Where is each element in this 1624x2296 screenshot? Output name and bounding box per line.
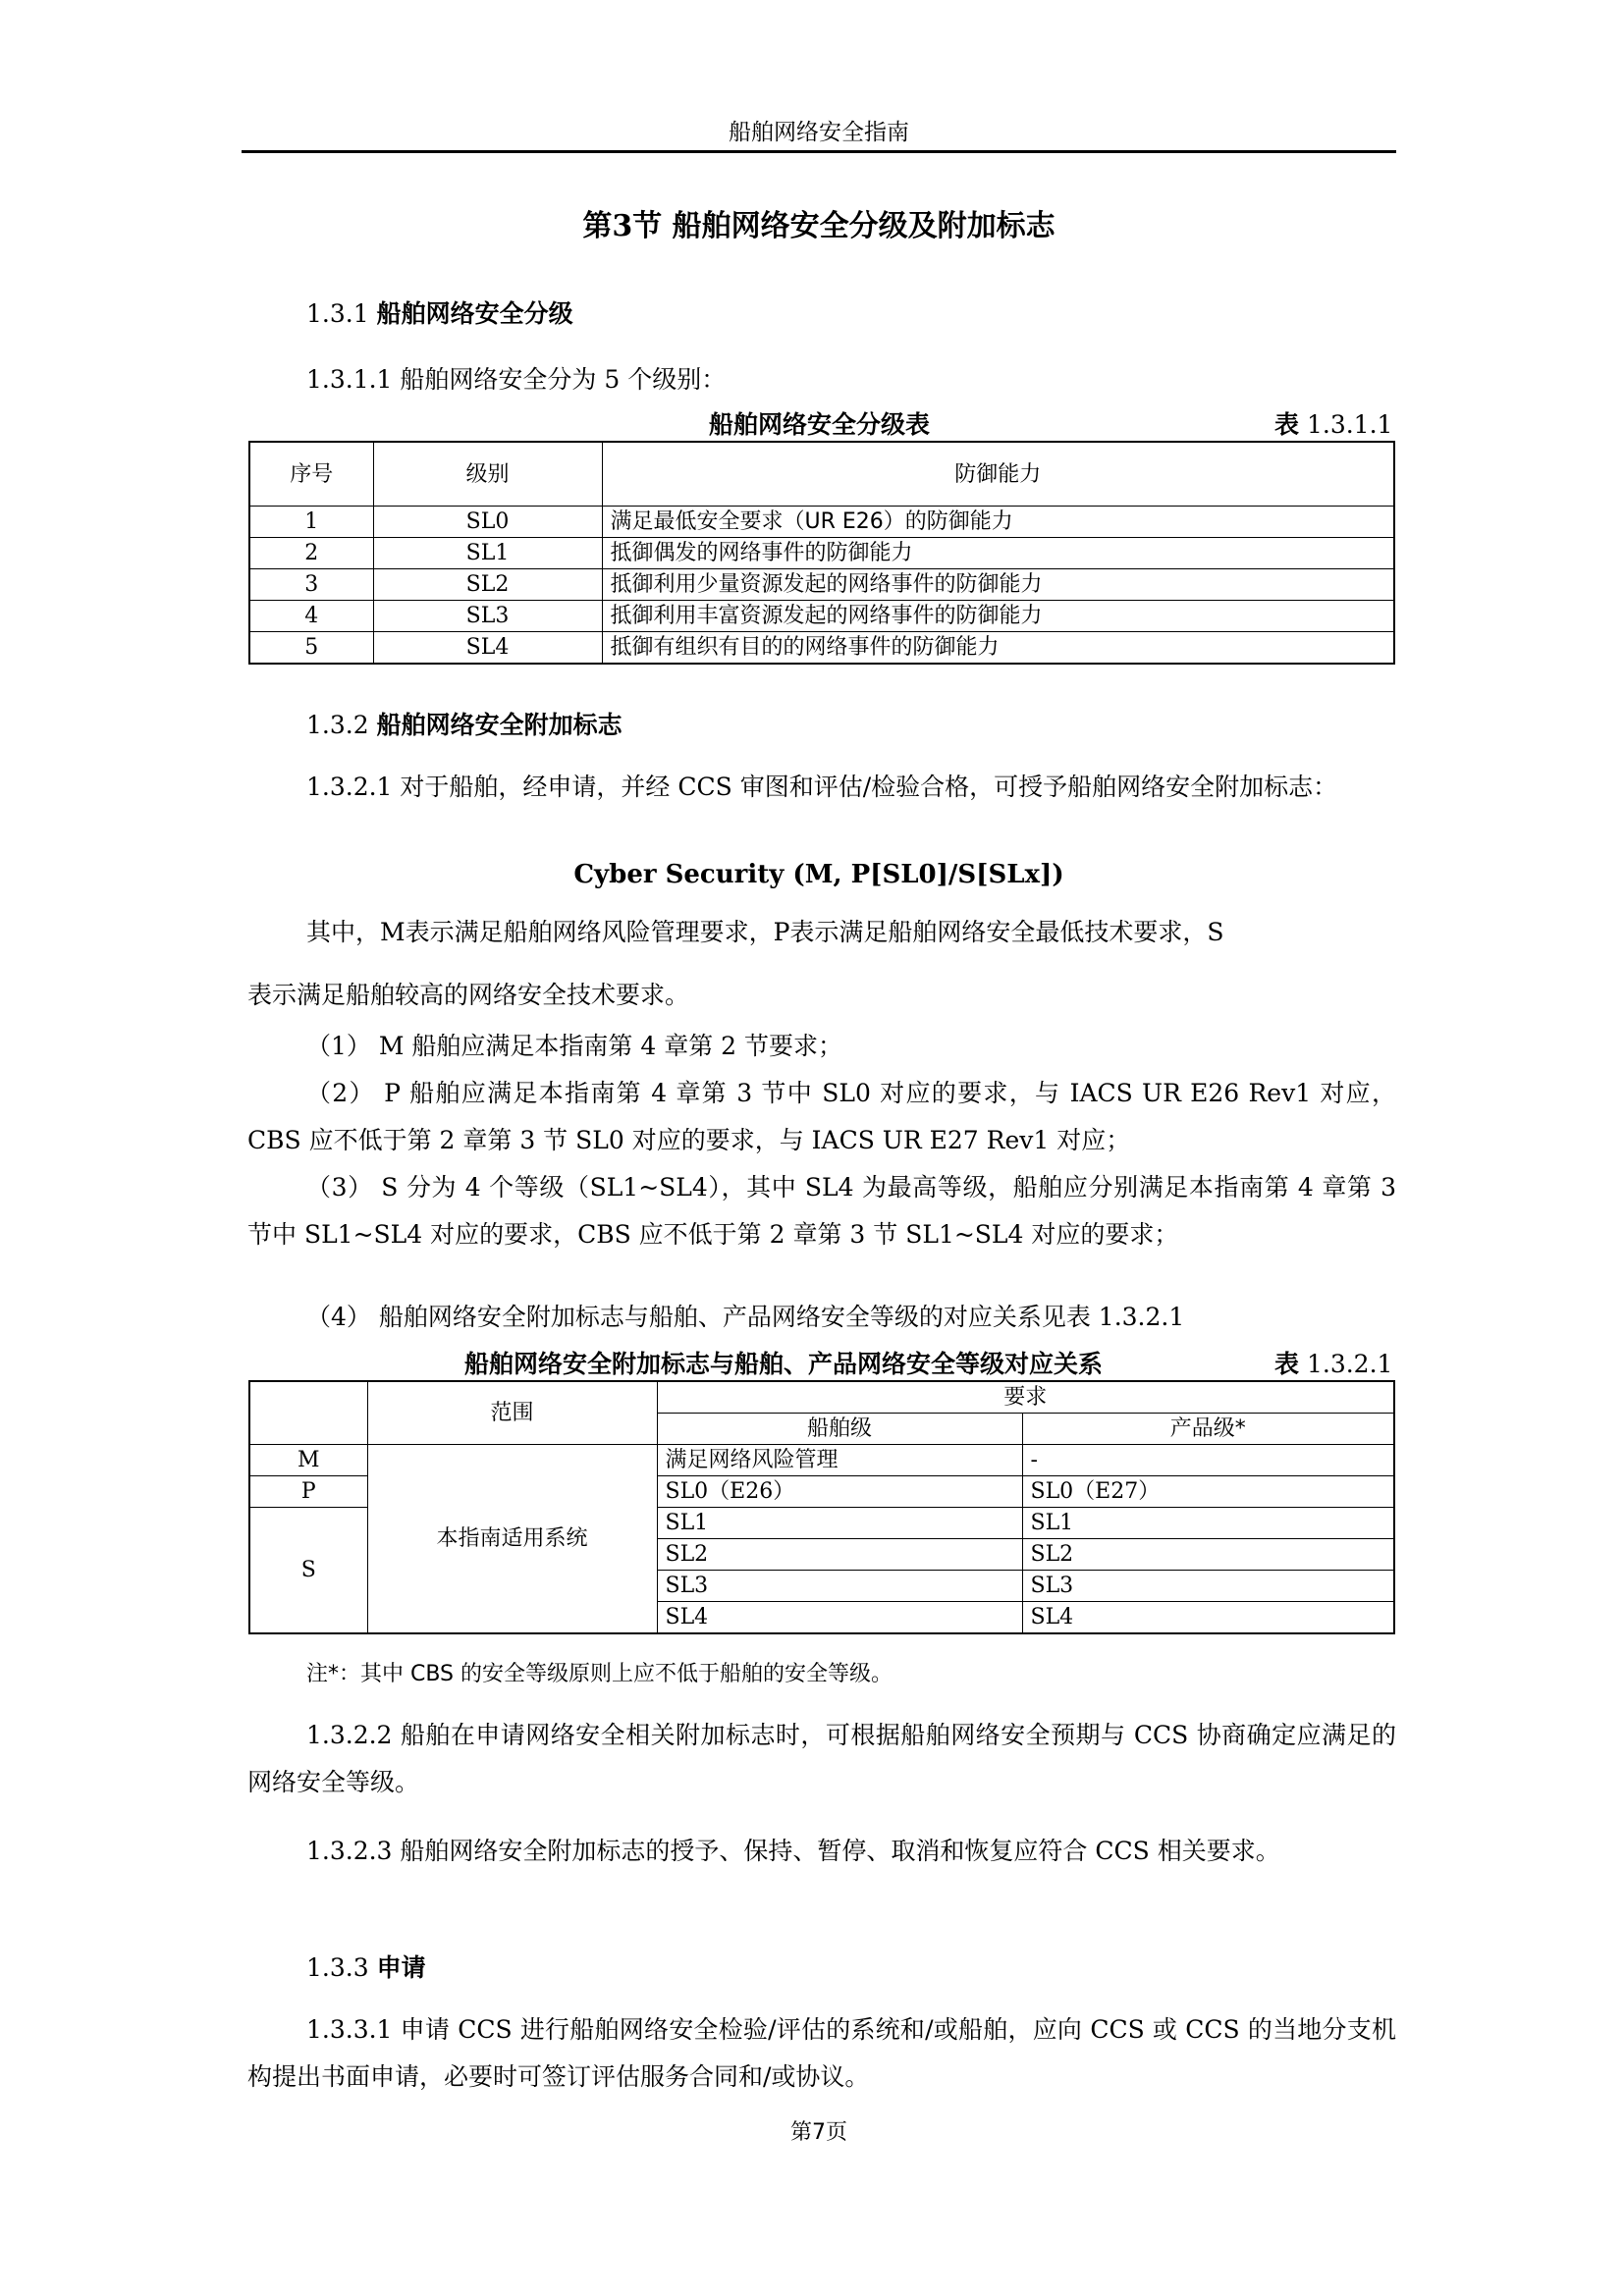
paragraph-1-3-3-1: 1.3.3.1 申请 CCS 进行船舶网络安全检验/评估的系统和/或船舶，应向 CCS 或 CCS 的当地分支机构提出书面申请，必要时可签订评估服务合同和/或协议。 (247, 2015, 1396, 2091)
table-row (249, 507, 1394, 538)
cell-ship: 满足网络风险管理 (657, 1445, 1022, 1476)
heading-1-3-3 (306, 1949, 426, 1984)
cell-seq: 3 (249, 569, 373, 601)
table2-number (1274, 1345, 1392, 1380)
paragraph-meaning-cont: 表示满足船舶较高的网络安全技术要求。 (247, 981, 690, 1009)
header-product-level: 产品级* (1022, 1414, 1394, 1445)
cell-ship: SL2 (657, 1539, 1022, 1571)
cell-ship: SL1 (657, 1508, 1022, 1539)
paragraph-meaning: 其中，M表示满足船舶网络风险管理要求，P表示满足船舶网络安全最低技术要求，S (306, 918, 1224, 946)
table2-number-value: 1.3.2.1 (1306, 1350, 1393, 1378)
header-cell: 序号 (249, 442, 373, 507)
header-rule (242, 150, 1396, 153)
cell-capability: 抵御有组织有目的的网络事件的防御能力 (602, 632, 1394, 665)
heading-text: 船舶网络安全分级 (376, 299, 573, 328)
header-cell: 防御能力 (602, 442, 1394, 507)
cell-mark: P (249, 1476, 367, 1508)
paragraph-1-3-2-2: 1.3.2.2 船舶在申请网络安全相关附加标志时，可根据船舶网络安全预期与 CCS 协商确定应满足的网络安全等级。 (247, 1721, 1396, 1796)
cell-product: - (1022, 1445, 1394, 1476)
table-row (249, 632, 1394, 665)
cell-mark: M (249, 1445, 367, 1476)
cell-ship: SL0（E26） (657, 1476, 1022, 1508)
table2-caption: 船舶网络安全附加标志与船舶、产品网络安全等级对应关系 (464, 1350, 1104, 1378)
heading-1-3-2 (306, 706, 623, 741)
list-item-4: （4） 船舶网络安全附加标志与船舶、产品网络安全等级的对应关系见表 1.3.2.1 (306, 1303, 1185, 1331)
heading-number: 1.3.3 (306, 1953, 369, 1982)
notation-mapping-table (248, 1380, 1395, 1634)
table-header-row (249, 442, 1394, 507)
heading-number: 1.3.2 (306, 711, 369, 739)
table1-caption: 船舶网络安全分级表 (709, 410, 931, 439)
table-row (249, 601, 1394, 632)
list-item-3: （3） S 分为 4 个等级（SL1~SL4），其中 SL4 为最高等级，船舶应分别满足本指南第 4 章第 3 节中 SL1~SL4 对应的要求，CBS 应不低于第 2 章第 3 节 SL1~SL4 对应的要求； (247, 1173, 1396, 1249)
cell-product: SL2 (1022, 1539, 1394, 1571)
cell-level: SL4 (373, 632, 602, 665)
list-item-2: （2） P 船舶应满足本指南第 4 章第 3 节中 SL0 对应的要求，与 IACS UR E26 Rev1 对应，CBS 应不低于第 2 章第 3 节 SL0 对应的要求，与 IACS UR E27 Rev1 对应； (247, 1079, 1396, 1154)
section-title: 第3节 船舶网络安全分级及附加标志 (582, 209, 1056, 243)
cell-ship: SL3 (657, 1571, 1022, 1602)
table2-note: 注*：其中 CBS 的安全等级原则上应不低于船舶的安全等级。 (306, 1662, 893, 1686)
table1-number (1274, 405, 1392, 441)
paragraph-1-3-2-3: 1.3.2.3 船舶网络安全附加标志的授予、保持、暂停、取消和恢复应符合 CCS 相关要求。 (306, 1837, 1280, 1865)
cell-level: SL0 (373, 507, 602, 538)
table-row (249, 1445, 1394, 1476)
paragraph-1-3-2-1: 1.3.2.1 对于船舶，经申请，并经 CCS 审图和评估/检验合格，可授予船舶网络安全附加标志： (306, 773, 1338, 801)
cell-level: SL3 (373, 601, 602, 632)
cell-capability: 抵御偶发的网络事件的防御能力 (602, 538, 1394, 569)
table1-number-label: 表 (1274, 410, 1300, 439)
cell-ship: SL4 (657, 1602, 1022, 1634)
table1-number-value: 1.3.1.1 (1306, 410, 1393, 439)
security-level-table (248, 441, 1395, 665)
cell-seq: 1 (249, 507, 373, 538)
heading-number: 1.3.1 (306, 299, 369, 328)
table-row (249, 538, 1394, 569)
cell-capability: 抵御利用少量资源发起的网络事件的防御能力 (602, 569, 1394, 601)
header-requirement: 要求 (657, 1381, 1394, 1414)
cell-product: SL3 (1022, 1571, 1394, 1602)
notation-formula: Cyber Security (M, P[SL0]/S[SLx]) (573, 860, 1064, 889)
table2-number-label: 表 (1274, 1350, 1300, 1378)
running-header: 船舶网络安全指南 (729, 120, 909, 145)
heading-text: 船舶网络安全附加标志 (376, 711, 623, 739)
table-header-row (249, 1381, 1394, 1414)
cell-product: SL1 (1022, 1508, 1394, 1539)
cell-seq: 4 (249, 601, 373, 632)
cell-seq: 2 (249, 538, 373, 569)
table-row (249, 569, 1394, 601)
header-scope: 范围 (367, 1381, 657, 1445)
cell-product: SL4 (1022, 1602, 1394, 1634)
cell-level: SL2 (373, 569, 602, 601)
cell-capability: 抵御利用丰富资源发起的网络事件的防御能力 (602, 601, 1394, 632)
list-item-1: （1） M 船舶应满足本指南第 4 章第 2 节要求； (306, 1032, 842, 1060)
header-cell: 级别 (373, 442, 602, 507)
page-number: 第7页 (790, 2120, 847, 2145)
cell-scope: 本指南适用系统 (367, 1445, 657, 1634)
header-empty-cell (249, 1381, 367, 1445)
cell-product: SL0（E27） (1022, 1476, 1394, 1508)
heading-text: 申请 (376, 1953, 426, 1982)
cell-seq: 5 (249, 632, 373, 665)
heading-1-3-1 (306, 294, 573, 330)
cell-capability: 满足最低安全要求（UR E26）的防御能力 (602, 507, 1394, 538)
cell-mark: S (249, 1508, 367, 1634)
header-ship-level: 船舶级 (657, 1414, 1022, 1445)
cell-level: SL1 (373, 538, 602, 569)
paragraph-1-3-1-1: 1.3.1.1 船舶网络安全分为 5 个级别： (306, 365, 727, 394)
